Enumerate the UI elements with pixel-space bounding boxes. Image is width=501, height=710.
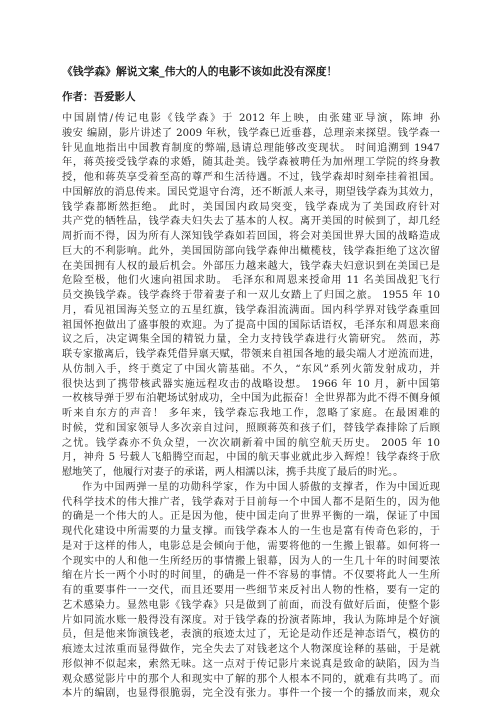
paragraph-review [62,481,440,702]
text-line: 痕迹太过浓重而显得做作，完全失去了对钱老这个人物深度诠释的基础，于是就 [62,644,440,655]
text-line: 议之后，决定调集全国的精锐力量，全力支持钱学森进行火箭研究。 然而，苏 [62,334,440,346]
text-line: 本片的编剧，也显得很脆弱，完全没有张力。事件一个接一个的播放而来，观众 [62,688,440,700]
text-line: 在美国拥有人权的最后机会。外部压力越来越大，钱学森夫妇意识到在美国已是 [62,260,440,272]
text-line: 个现实中的人和他一生所经历的事情搬上银幕，因为人的一生几十年的时间要浓 [62,555,440,567]
text-line: 之忧。钱学森亦不负众望，一次次刷新着中国的航空航天历史。 2005 年 10 [62,437,440,449]
text-line: 一枚核导弹于罗布泊靶场试射成功，全中国为此振奋！全世界都为此不得不侧身倾 [62,393,440,405]
text-line: 有的重要事件一一交代，而且还要用一些细节来反衬出人物的性格，要有一定的 [62,585,440,596]
text-line: 骏安 编剧，影片讲述了 2009 年秋，钱学森已近垂暮，总理亲来探望。钱学森一 [62,127,440,139]
text-line: 联专家撤离后，钱学森凭借异禀天赋，带领来自祖国各地的最尖端人才逆流而进， [62,349,440,360]
text-line: 是对于这样的伟人，电影总是会倾向于他，需要将他的一生搬上银幕。如何将一 [62,540,440,552]
text-line: 的确是一个伟大的人。正是因为他，使中国走向了世界平衡的一端，保证了中国 [62,511,440,523]
text-line: 片如同流水账一般得没有深度。对于钱学森的扮演者陈坤，我认为陈坤是个好演 [62,614,440,626]
text-line: 共产党的牺牲品，钱学森夫妇失去了基本的人权。离开美国的时候到了，却几经 [62,216,440,228]
document-title: 《钱学森》解说文案_伟大的人的电影不该如此没有深度！ [62,65,338,78]
text-line: 形似神不似起来，索然无味。这一点对于传记影片来说真是致命的缺陷，因为当 [62,658,440,670]
text-line: 巨大的不利影响。此外，美国国防部向钱学森伸出橄榄枝，钱学森拒绝了这次留 [62,245,440,257]
text-line: 授，他和蒋英享受着至高的尊严和生活待遇。不过，钱学森却时刻牵挂着祖国。 [62,172,440,183]
text-line: 针见血地指出中国教育制度的弊端,恳请总理能够改变现状。 时间追溯到 1947 [62,142,440,154]
text-line: 很快达到了携带核武器实施远程攻击的战略设想。 1966 年 10 月，新中国第 [62,378,440,390]
document-body [62,112,440,702]
text-line: 慰地笑了，他履行对妻子的承诺，两人相濡以沫，携手共度了最后的时光。。 [62,467,404,478]
text-line: 月，神舟 5 号载人飞船腾空而起，中国的航天事业就此步入辉煌！钱学森终于欣 [62,452,440,464]
author-line: 作者：吾爱影人 [62,91,136,103]
text-line: 观众感觉影片中的那个人和现实中了解的那个人根本不同的，就难有共鸣了。而 [62,673,440,685]
text-line: 周折而不得，因为所有人深知钱学森如若回国，将会对美国世界大国的战略造成 [62,231,440,242]
paragraph-synopsis [62,112,440,481]
text-line: 员交换钱学森。钱学森终于带着妻子和一双儿女踏上了归国之旅。 1955 年 10 [62,290,440,301]
text-line: 祖国怀抱做出了盛事般的欢迎。为了提高中国的国际话语权，毛泽东和周恩来商 [62,319,440,331]
text-line: 员，但是他来饰演钱老，表演的痕迹太过了，无论是动作还是神态语气，模仿的 [62,629,440,641]
text-line: 缩在片长一两个小时的时间里，的确是一件不容易的事情。不仅要将此人一生所 [62,570,440,582]
text-line: 年，蒋英接受钱学森的求婚，随其赴美。钱学森被聘任为加州理工学院的终身教 [62,157,440,169]
text-line: 时候，党和国家领导人多次亲自过问，照顾蒋英和孩子们，替钱学森排除了后顾 [62,422,440,434]
text-line: 代科学技术的伟大推广者，钱学森对于目前每一个中国人都不是陌生的，因为他 [62,496,440,508]
text-line: 中国解放的消息传来。国民党退守台湾，还不断派人来寻，期望钱学森为其效力， [62,186,440,198]
text-line: 现代化建设中所需要的力量支撑。而钱学森本人的一生也是富有传奇色彩的，于 [62,526,440,537]
text-line: 作为中国两弹一星的功勋科学家，作为中国人骄傲的支撑者，作为中国近现 [82,481,440,493]
text-line: 月，看见祖国海关竖立的五星红旗，钱学森泪流满面。国内科学界对钱学森重回 [62,304,440,316]
text-line: 中国剧情/传记电影《钱学森》于 2012 年上映，由张建亚导演，陈坤 孙 [62,113,440,124]
text-line: 艺术感染力。显然电影《钱学森》只是做到了前面，而没有做好后面，使整个影 [62,599,440,611]
text-line: 危险至极，他们火速向祖国求助。 毛泽东和周恩来授命用 11 名美国战犯飞行 [62,275,440,287]
text-line: 钱学森都断然拒绝。 此时，美国国内政局突变，钱学森成为了美国政府针对 [62,201,440,213]
text-line: 听来自东方的声音！ 多年来，钱学森忘我地工作，忽略了家庭。在最困难的 [62,408,440,419]
text-line: 从仿制入手，终于奠定了中国火箭基础。不久，“东风”系列火箭发射成功，并 [62,363,440,375]
